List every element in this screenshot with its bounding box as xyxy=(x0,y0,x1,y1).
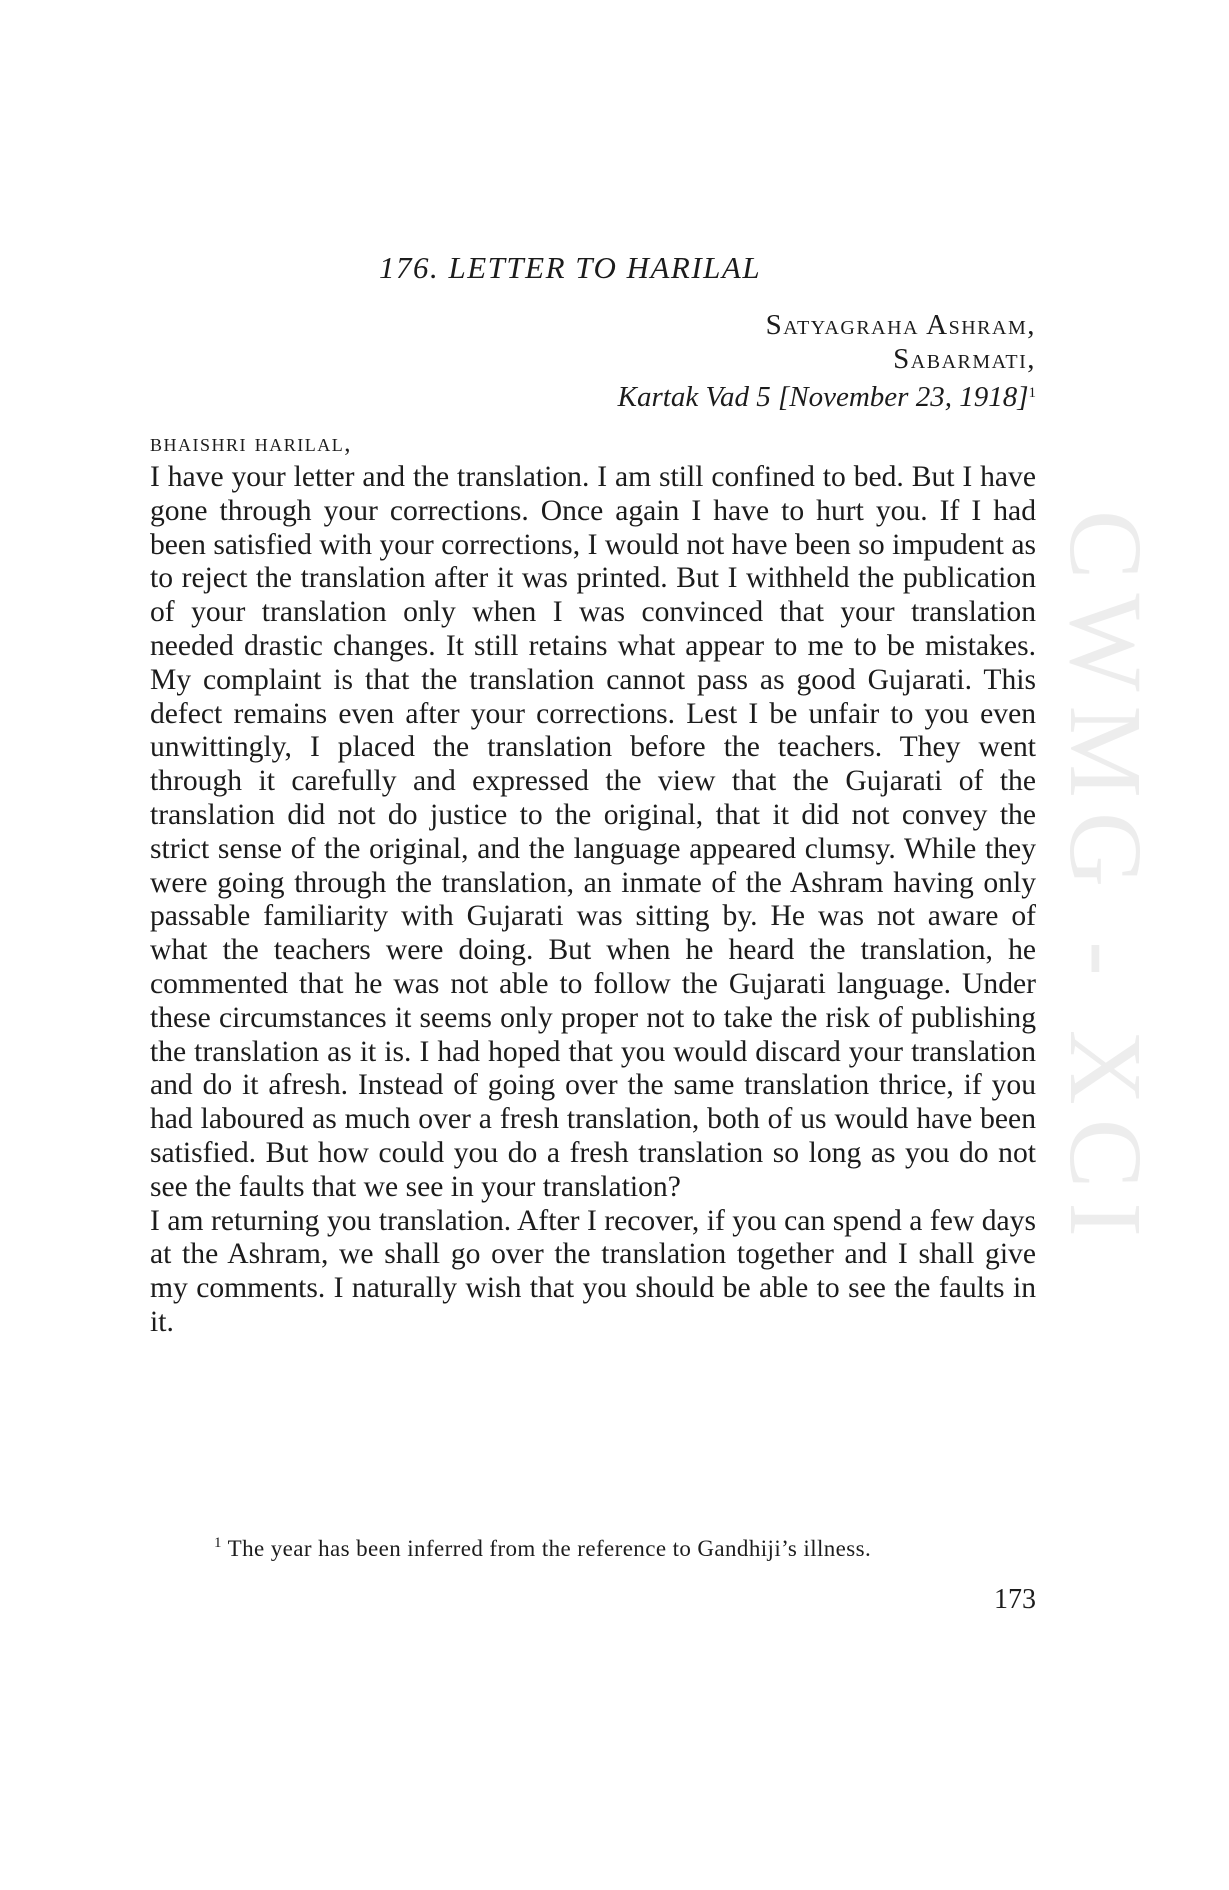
salutation: bhaishri harilal, xyxy=(150,430,352,457)
dateline-footnote-marker: 1 xyxy=(1028,385,1036,401)
letter-body xyxy=(150,461,1036,1340)
letter-title: 176. LETTER TO HARILAL xyxy=(379,250,762,285)
watermark: CWMG - XCI xyxy=(1048,510,1163,1251)
address-line-ashram: Satyagraha Ashram, xyxy=(765,309,1036,341)
address-line-place: Sabarmati, xyxy=(893,343,1036,375)
footnote-text: The year has been inferred from the reference to Gandhiji’s illness. xyxy=(227,1536,872,1561)
letter-address xyxy=(618,308,1036,414)
paragraph-1: I have your letter and the translation. I am still confined to bed. But I have gone through your corrections. Once again I have to hurt you. If I had been satisfied with your corrections, I would not have been so impudent as to reject the translation after it was printed. But I withheld the publication of your translation only when I was convinced that your translation needed drastic changes. It still retains what appear to me to be mistakes. My complaint is that the translation cannot pass as good Gujarati. This defect remains even after your corrections. Lest I be unfair to you even unwittingly, I placed the translation before the teachers. They went through it carefully and expressed the view that the Gujarati of the translation did not do justice to the original, that it did not convey the strict sense of the original, and the language appeared clumsy. While they were going through the translation, an inmate of the Ashram having only passable familiarity with Gujarati was sitting by. He was not aware of what the teachers were doing. But when he heard the translation, he commented that he was not able to follow the Gujarati language. Under these circumstances it seems only proper not to take the risk of publishing the translation as it is. I had hoped that you would discard your translation and do it afresh. Instead of going over the same translation thrice, if you had laboured as much over a fresh translation, both of us would have been satisfied. But how could you do a fresh translation so long as you do not see the faults that we see in your translation? xyxy=(150,461,1036,1203)
footnote-marker: 1 xyxy=(214,1535,222,1551)
paragraph-2: I am returning you translation. After I recover, if you can spend a few days at the Ashram, we shall go over the translation together and I shall give my comments. I naturally wish that you should be able to see the faults in it. xyxy=(150,1204,1036,1338)
footnote xyxy=(214,1535,871,1562)
page-number: 173 xyxy=(994,1584,1036,1615)
dateline xyxy=(618,376,1036,414)
dateline-text: Kartak Vad 5 [November 23, 1918] xyxy=(617,381,1029,413)
